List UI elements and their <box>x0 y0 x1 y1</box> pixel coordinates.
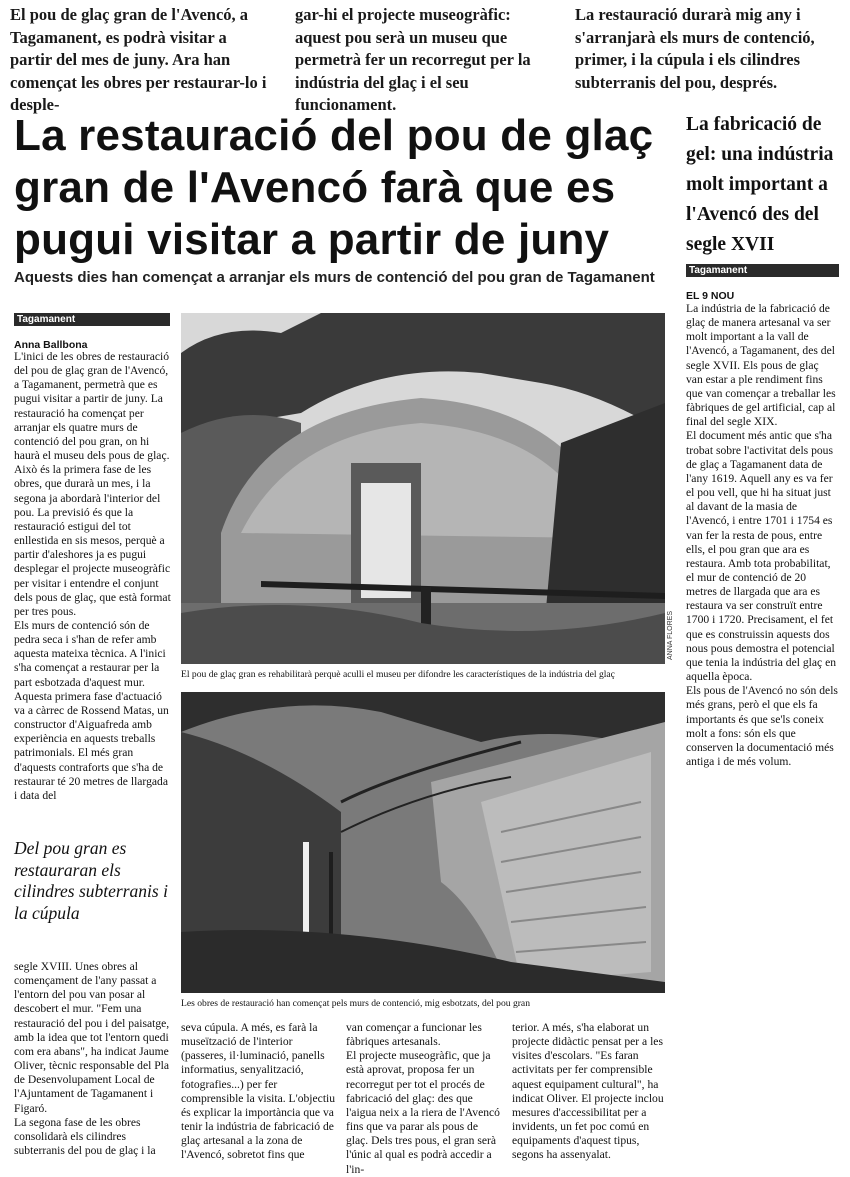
byline: Anna Ballbona <box>14 339 88 351</box>
subheadline: Aquests dies han començat a arranjar els murs de contenció del pou gran de Tagamanent <box>14 269 655 286</box>
sidebar-headline: La fabricació de gel: una indústria molt important a l'Avencó des del segle XVII <box>686 114 834 255</box>
article-column-2: seva cúpula. A més, es farà la museïtzació de l'interior (passeres, il·luminació, panells informatius, senyalització, fotografies...) per fer comprensible la visita. L'objectiu és explicar la importància que va tenir la indústria de fabricació de glaç artesanal a la zona de l'Avencó, sobretot fins que <box>181 1021 336 1162</box>
article-column-1-top: L'inici de les obres de restauració del pou de glaç gran de l'Avencó, a Tagamanent, permetrà que es pugui visitar a partir de juny. La restauració ha començat per arranjar els quatre murs de contenció del pou gran, on hi haurà el museu dels pous de glaç. Això és la primera fase de les obres, que durarà un mes, i la segona ja abordarà l'interior del pou. La previsió és que la restauració estigui del tot enllestida en sis mesos, perquè a partir d'aleshores ja es pugui desplegar el projecte museogràfic per visitar i entendre el conjunt dels pous de glaç, que està format per tres pous. Els murs de contenció són de pedra seca i s'han de refer amb aquesta mateixa tècnica. A l'inici s'ha començat a restaurar per la part esbotzada d'aquest mur. Aquesta primera fase d'actuació va a càrrec de Rossend Matas, un constructor d'Aiguafreda amb experiència en aquests treballs patrimonials. El més gran d'aquests contraforts que s'ha de restaurar té 20 metres de llargada i data del <box>14 350 171 802</box>
photo-ice-well-dome <box>181 313 665 664</box>
sidebar-section-label: Tagamanent <box>686 264 839 277</box>
photo-credit: ANNA FLORES <box>667 610 674 660</box>
intro-column-3: La restauració durarà mig any i s'arranjarà els murs de contenció, primer, i la cúpula i els cilindres subterranis del pou, després. <box>575 5 815 92</box>
pull-quote: Del pou gran es restauraran els cilindres subterranis i la cúpula <box>14 838 168 923</box>
article-column-1-bottom: segle XVIII. Unes obres al començament de l'any passat a l'entorn del pou van posar al descobert el mur. "Fem una restauració del pou i del paisatge, amb la idea que tot l'entorn quedi com era abans", ha indicat Jaume Oliver, tècnic responsable del Pla de Desenvolupament Local de l'Ajuntament de Tagamanent i Figaró. La segona fase de les obres consolidarà els cilindres subterranis del pou de glaç i la <box>14 960 170 1158</box>
article-column-4: terior. A més, s'ha elaborat un projecte didàctic pensat per a les visites d'escolars. "Es faran activitats per fer comprensible aquest equipament cultural", ha indicat Oliver. El projecte inclou mesures d'accessibilitat per a invidents, un fet poc comú en equipaments d'aquest tipus, segons ha assenyalat. <box>512 1021 664 1162</box>
headline: La restauració del pou de glaç gran de l'Avencó farà que es pugui visitar a partir de juny <box>14 111 654 264</box>
intro-column-1: El pou de glaç gran de l'Avencó, a Tagamanent, es podrà visitar a partir del mes de juny. Ara han començat les obres per restaurar-lo i desple- <box>10 5 267 114</box>
sidebar-body: La indústria de la fabricació de glaç de manera artesanal va ser molt important a la vall de l'Avencó, a Tagamanent, des del segle XVII. Els pous de glaç van estar a ple rendiment fins que van començar a treballar les fàbriques de gel artificial, cap al final del segle XIX. El document més antic que s'ha trobat sobre l'activitat dels pous de glaç a Tagamanent data de l'any 1619. Aquell any es va fer el pou vell, que hi ha situat just al davant de la masia de l'Avencó, i entre 1701 i 1754 es van fer la resta de pous, entre ells, el pou gran que ara es restaura. Amb tota probabilitat, el mur de contenció de 20 metres de llargada que ara es restaura va ser construït entre 1700 i 1720. Precisament, el fet que es construissin aquests dos nous pous demostra el potencial que tenia la indústria del glaç en aquella època. Els pous de l'Avencó no són dels més grans, però el que els fa importants és que se'ls coneix molt a fons: són els que conserven la documentació més antiga i de més volum. <box>686 302 838 768</box>
article-column-3: van començar a funcionar les fàbriques artesanals. El projecte museogràfic, que ja està aprovat, proposa fer un recorregut per tot el procés de fabricació del glaç: des que l'aigua neix a la riera de l'Avencó fins que va parar als pous de glaç. Dels tres pous, el gran serà l'únic al qual es podrà accedir a l'in- <box>346 1021 500 1176</box>
bottom-photo-caption: Les obres de restauració han començat pels murs de contenció, mig esbotzats, del pou gran <box>181 998 530 1009</box>
photo-retaining-walls <box>181 692 665 993</box>
top-photo-caption: El pou de glaç gran es rehabilitarà perquè aculli el museu per difondre les característiques de la indústria del glaç <box>181 669 615 680</box>
sidebar-dateline: EL 9 NOU <box>686 290 735 302</box>
intro-column-2: gar-hi el projecte museogràfic: aquest pou serà un museu que permetrà fer un recorregut per la indústria del glaç i el seu funcionament. <box>295 5 531 114</box>
section-label: Tagamanent <box>14 313 170 326</box>
